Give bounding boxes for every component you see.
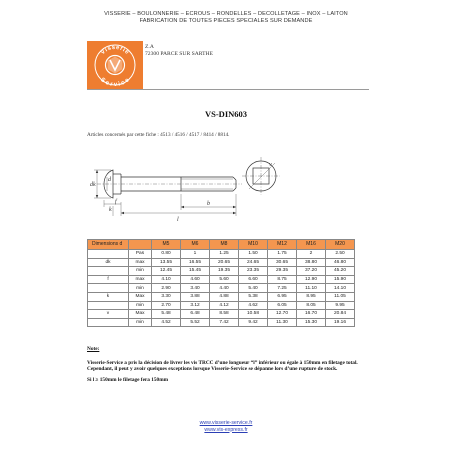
label-d: d: [108, 177, 111, 183]
table-cell: 13.55: [152, 258, 181, 267]
table-cell: 9.42: [239, 318, 268, 327]
table-header-cell: Dimensions d: [88, 240, 129, 250]
table-cell: 5.52: [181, 318, 210, 327]
table-cell: 6.05: [268, 301, 297, 310]
table-cell: 15.45: [181, 267, 210, 276]
table-cell: 15.30: [297, 318, 326, 327]
limit-label-cell: Max: [129, 310, 152, 319]
dimensions-table: [87, 239, 355, 327]
company-address: [145, 44, 213, 58]
notes-paragraph-1: Visserie-Service a pris la décision de livrer les vis TRCC d’une longueur “l” inférieur ou égale à 150mm en filetage total. Cependant, il peut y avoir quelques exceptions lorsque Visserie-Service se dépanne lors d’une rupture de stock.: [87, 359, 358, 373]
document-title: VS-DIN603: [204, 109, 248, 119]
label-b: b: [207, 201, 210, 207]
table-cell: 16.70: [297, 310, 326, 319]
table-cell: 29.35: [268, 267, 297, 276]
table-header-cell: M5: [152, 240, 181, 250]
table-cell: 4.62: [239, 301, 268, 310]
table-cell: 14.10: [326, 284, 355, 293]
table-cell: 15.90: [326, 275, 355, 284]
table-cell: 12.45: [152, 267, 181, 276]
table-header-cell: M10: [239, 240, 268, 250]
technical-drawing: [87, 144, 287, 229]
table-cell: 2.90: [152, 284, 181, 293]
table-cell: 5.40: [239, 284, 268, 293]
label-k: k: [109, 207, 112, 213]
table-cell: 4.10: [152, 275, 181, 284]
table-cell: 11.05: [326, 292, 355, 301]
table-cell: 9.95: [326, 301, 355, 310]
footer-link-visserie[interactable]: www.visserie-service.fr: [199, 420, 253, 426]
table-row: [88, 318, 355, 327]
header-line-1: VISSERIE – BOULONNERIE – ECROUS – RONDELLES – DECOLLETAGE – INOX – LAITON: [104, 11, 348, 17]
table-cell: 20.84: [326, 310, 355, 319]
svg-text:Visserie: Visserie: [99, 44, 131, 57]
logo-graphic: [87, 41, 143, 89]
notes-paragraph-2: Si l ≥ 150mm le filetage fera 150mm: [87, 376, 169, 383]
table-cell: 1.50: [239, 250, 268, 259]
table-cell: 6.60: [239, 275, 268, 284]
bolt-drawing: [87, 144, 287, 224]
dimension-label-cell: [88, 301, 129, 310]
table-cell: 8.58: [210, 310, 239, 319]
label-l: l: [177, 217, 179, 223]
table-cell: 2: [297, 250, 326, 259]
address-line-1: Z.A: [145, 44, 154, 50]
table-cell: 0.80: [152, 250, 181, 259]
dimension-label-cell: f: [88, 275, 129, 284]
table-cell: 4.12: [210, 301, 239, 310]
table-cell: 24.65: [239, 258, 268, 267]
limit-label-cell: max: [129, 275, 152, 284]
dimension-label-cell: [88, 318, 129, 327]
table-cell: 10.58: [239, 310, 268, 319]
limit-label-cell: min: [129, 318, 152, 327]
table-header-cell: [129, 240, 152, 250]
table-cell: 2.70: [152, 301, 181, 310]
table-cell: 19.35: [210, 267, 239, 276]
header-line-2: FABRICATION DE TOUTES PIECES SPECIALES SUR DEMANDE: [139, 18, 313, 24]
table-cell: 8.75: [268, 275, 297, 284]
table-cell: 23.35: [239, 267, 268, 276]
limit-label-cell: Max: [129, 292, 152, 301]
table-cell: 30.65: [268, 258, 297, 267]
table-cell: 4.60: [181, 275, 210, 284]
label-f: f: [115, 199, 117, 205]
footer-links: [0, 420, 452, 433]
notes-section: [87, 346, 372, 387]
address-line-2: 72300 PARCE SUR SARTHE: [145, 51, 213, 57]
table-cell: 7.25: [268, 284, 297, 293]
table-row: [88, 275, 355, 284]
table-cell: 11.10: [297, 284, 326, 293]
table-cell: 5.48: [152, 310, 181, 319]
table-cell: 11.30: [268, 318, 297, 327]
table-cell: 1: [181, 250, 210, 259]
table-row: [88, 292, 355, 301]
table-cell: 12.70: [268, 310, 297, 319]
table-cell: 3.30: [152, 292, 181, 301]
footer-link-vis-express[interactable]: www.vis-express.fr: [204, 426, 248, 433]
table-cell: 2.50: [326, 250, 355, 259]
table-cell: 8.95: [297, 292, 326, 301]
table-cell: 3.40: [181, 284, 210, 293]
table-row: [88, 284, 355, 293]
company-header: [0, 11, 452, 25]
dimension-label-cell: [88, 284, 129, 293]
table-cell: 19.16: [326, 318, 355, 327]
table-cell: 5.38: [239, 292, 268, 301]
table-row: [88, 267, 355, 276]
label-dk: dk: [90, 182, 96, 188]
table-cell: 5.60: [210, 275, 239, 284]
table-cell: 3.12: [181, 301, 210, 310]
limit-label-cell: min: [129, 301, 152, 310]
dimension-label-cell: dk: [88, 258, 129, 267]
table-cell: 1.25: [210, 250, 239, 259]
table-cell: 8.05: [297, 301, 326, 310]
table-cell: 37.20: [297, 267, 326, 276]
table-cell: 16.55: [181, 258, 210, 267]
dimension-label-cell: k: [88, 292, 129, 301]
table-cell: 1.75: [268, 250, 297, 259]
table-row: [88, 310, 355, 319]
dimension-label-cell: [88, 267, 129, 276]
label-v: v: [269, 162, 272, 168]
dimension-label-cell: [88, 250, 129, 259]
articles-line: Articles concernés par cette fiche : 4513 / 4516 / 4517 / 8414 / 8814.: [87, 132, 230, 138]
header-divider: [87, 89, 369, 90]
table-cell: 7.42: [210, 318, 239, 327]
table-header-cell: M12: [268, 240, 297, 250]
table-row: [88, 301, 355, 310]
table-row: [88, 250, 355, 259]
table-cell: 6.48: [181, 310, 210, 319]
table-header-cell: M16: [297, 240, 326, 250]
limit-label-cell: Pas: [129, 250, 152, 259]
table-cell: 38.80: [297, 258, 326, 267]
table-cell: 4.88: [210, 292, 239, 301]
limit-label-cell: min: [129, 267, 152, 276]
svg-text:Service: Service: [99, 76, 131, 89]
table-cell: 20.65: [210, 258, 239, 267]
notes-heading: Note:: [87, 346, 100, 352]
table-row: [88, 258, 355, 267]
dimension-label-cell: v: [88, 310, 129, 319]
table-header-cell: M6: [181, 240, 210, 250]
table-header-cell: M20: [326, 240, 355, 250]
limit-label-cell: min: [129, 284, 152, 293]
table-cell: 45.20: [326, 267, 355, 276]
table-cell: 12.90: [297, 275, 326, 284]
table-cell: 6.95: [268, 292, 297, 301]
limit-label-cell: max: [129, 258, 152, 267]
table-cell: 4.40: [210, 284, 239, 293]
table-cell: 3.88: [181, 292, 210, 301]
company-logo: [87, 41, 143, 89]
table-header-row: [88, 240, 355, 250]
table-cell: 46.80: [326, 258, 355, 267]
table-header-cell: M8: [210, 240, 239, 250]
table-cell: 4.52: [152, 318, 181, 327]
